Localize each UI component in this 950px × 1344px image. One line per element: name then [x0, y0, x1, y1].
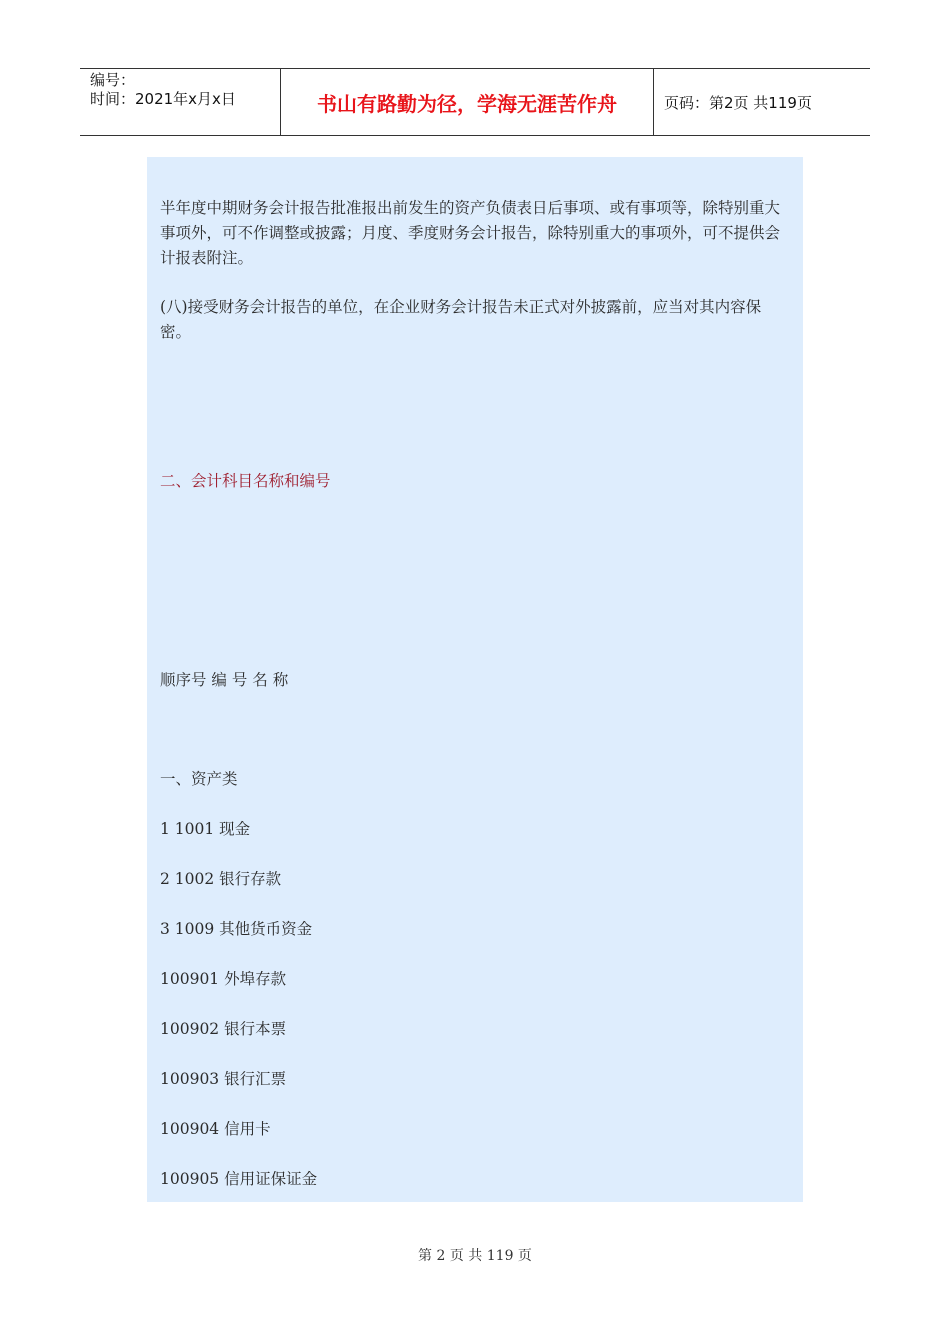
list-item: 100904 信用卡 [160, 1120, 271, 1138]
page-footer: 第 2 页 共 119 页 [418, 1248, 532, 1264]
header-motto: 书山有路勤为径，学海无涯苦作舟 [281, 69, 654, 135]
paragraph-2: (八)接受财务会计报告的单位，在企业财务会计报告未正式对外披露前，应当对其内容保密。 [160, 298, 762, 341]
list-item: 3 1009 其他货币资金 [160, 920, 313, 938]
column-header: 顺序号 编 号 名 称 [160, 671, 289, 689]
list-item: 100901 外埠存款 [160, 970, 287, 988]
category-label: 一、资产类 [160, 770, 238, 788]
number-label: 编号： [90, 71, 136, 89]
list-item: 1 1001 现金 [160, 820, 251, 838]
list-item: 100905 信用证保证金 [160, 1170, 318, 1188]
header-page-info: 页码：第2页 共119页 [664, 93, 812, 112]
content-area [147, 157, 803, 1202]
document-header [80, 68, 870, 136]
time-label: 时间：2021年x月x日 [90, 90, 236, 108]
list-item: 100903 银行汇票 [160, 1070, 287, 1088]
paragraph-1: 半年度中期财务会计报告批准报出前发生的资产负债表日后事项、或有事项等，除特别重大事项外，可不作调整或披露；月度、季度财务会计报告，除特别重大的事项外，可不提供会计报表附注。 [160, 199, 781, 267]
header-meta [80, 69, 281, 135]
section-heading: 二、会计科目名称和编号 [160, 472, 331, 490]
list-item: 2 1002 银行存款 [160, 870, 282, 888]
list-item: 100902 银行本票 [160, 1020, 287, 1038]
